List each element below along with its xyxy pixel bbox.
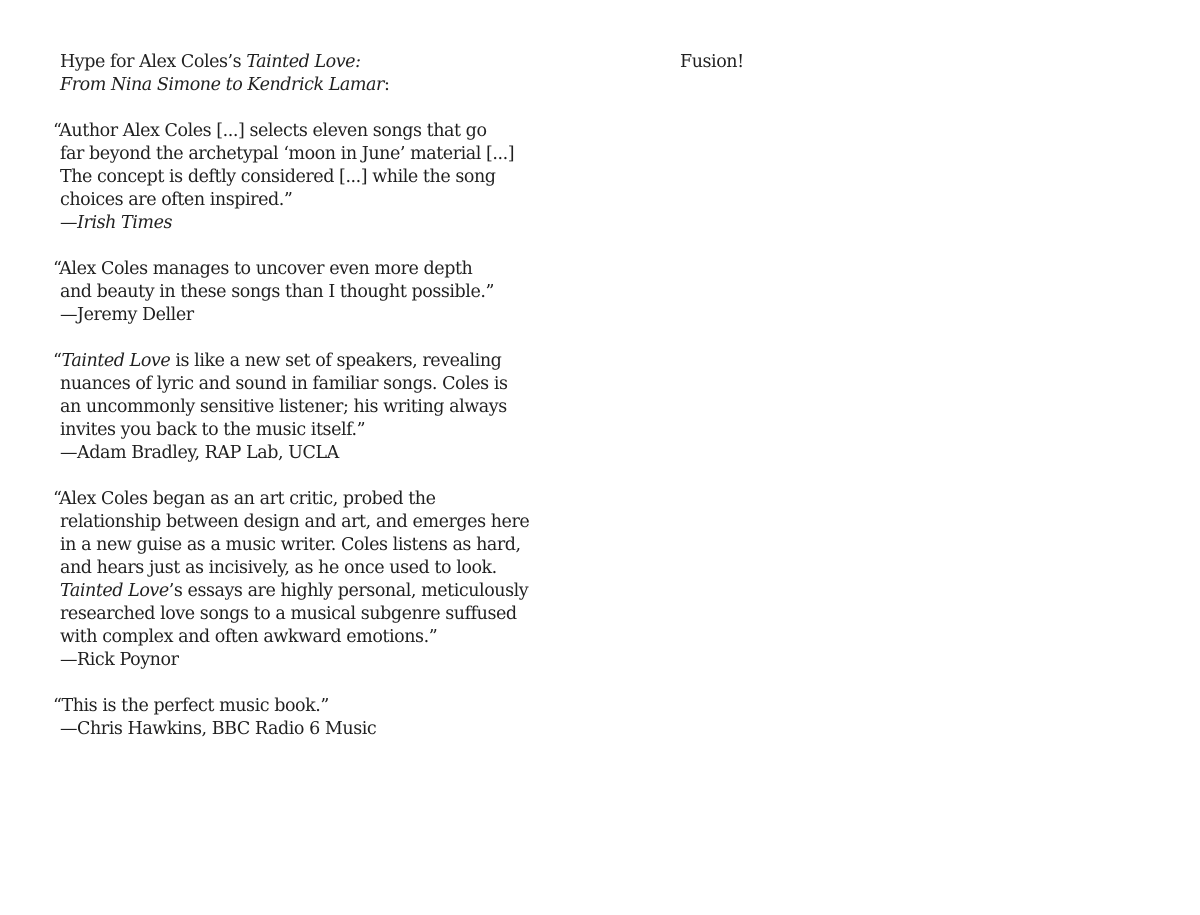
quote-line: nuances of lyric and sound in familiar songs. Coles is: [60, 374, 508, 394]
quote-attribution: —Rick Poynor: [60, 650, 179, 670]
book-title-ref: Tainted Love: [60, 581, 169, 601]
quote-line-rest: ’s essays are highly personal, meticulously: [168, 581, 529, 601]
right-column-text: Fusion!: [680, 52, 744, 72]
quote-line: “Author Alex Coles [...] selects eleven songs that go: [53, 121, 487, 141]
quote-line: far beyond the archetypal ‘moon in June’ material [...]: [60, 144, 515, 164]
book-title-part-1: Tainted Love:: [246, 52, 361, 72]
quote-line: [53, 350, 580, 373]
heading-line-2: [60, 74, 580, 97]
quote-adam-bradley: [53, 350, 580, 465]
quote-line: choices are often inspired.”: [60, 190, 293, 210]
right-column: [680, 51, 744, 74]
attribution-source: Irish Times: [77, 213, 173, 233]
quote-attribution: —Jeremy Deller: [60, 305, 194, 325]
attribution-dash: —: [60, 213, 78, 233]
left-column: [53, 51, 580, 764]
quote-attribution: —Chris Hawkins, BBC Radio 6 Music: [60, 719, 377, 739]
quote-attribution: [60, 212, 580, 235]
quote-line: in a new guise as a music writer. Coles listens as hard,: [60, 535, 521, 555]
open-quote: “: [53, 351, 62, 371]
quote-line: “Alex Coles began as an art critic, probed the: [53, 489, 436, 509]
quote-chris-hawkins: [53, 695, 580, 741]
quote-line: an uncommonly sensitive listener; his writing always: [60, 397, 507, 417]
quote-line: [60, 580, 580, 603]
heading-line-1: [60, 51, 580, 74]
quote-attribution: —Adam Bradley, RAP Lab, UCLA: [60, 443, 339, 463]
quote-line: The concept is deftly considered [...] while the song: [60, 167, 496, 187]
quote-irish-times: [53, 120, 580, 235]
quote-line-rest: is like a new set of speakers, revealing: [170, 351, 502, 371]
quote-line: and hears just as incisively, as he once used to look.: [60, 558, 497, 578]
quote-line: and beauty in these songs than I thought possible.”: [60, 282, 494, 302]
quote-line: “Alex Coles manages to uncover even more depth: [53, 259, 473, 279]
quote-line: researched love songs to a musical subgenre suffused: [60, 604, 517, 624]
heading-prefix: Hype for Alex Coles’s: [60, 52, 247, 72]
quote-line: invites you back to the music itself.”: [60, 420, 366, 440]
book-title-ref: Tainted Love: [61, 351, 171, 371]
heading: [60, 51, 580, 97]
heading-suffix: :: [383, 75, 390, 95]
quote-line: “This is the perfect music book.”: [53, 696, 329, 716]
quote-line: relationship between design and art, and emerges here: [60, 512, 530, 532]
quote-jeremy-deller: [53, 258, 580, 327]
quote-line: with complex and often awkward emotions.”: [60, 627, 438, 647]
book-title-part-2: From Nina Simone to Kendrick Lamar: [60, 75, 384, 95]
quote-rick-poynor: [53, 488, 580, 672]
